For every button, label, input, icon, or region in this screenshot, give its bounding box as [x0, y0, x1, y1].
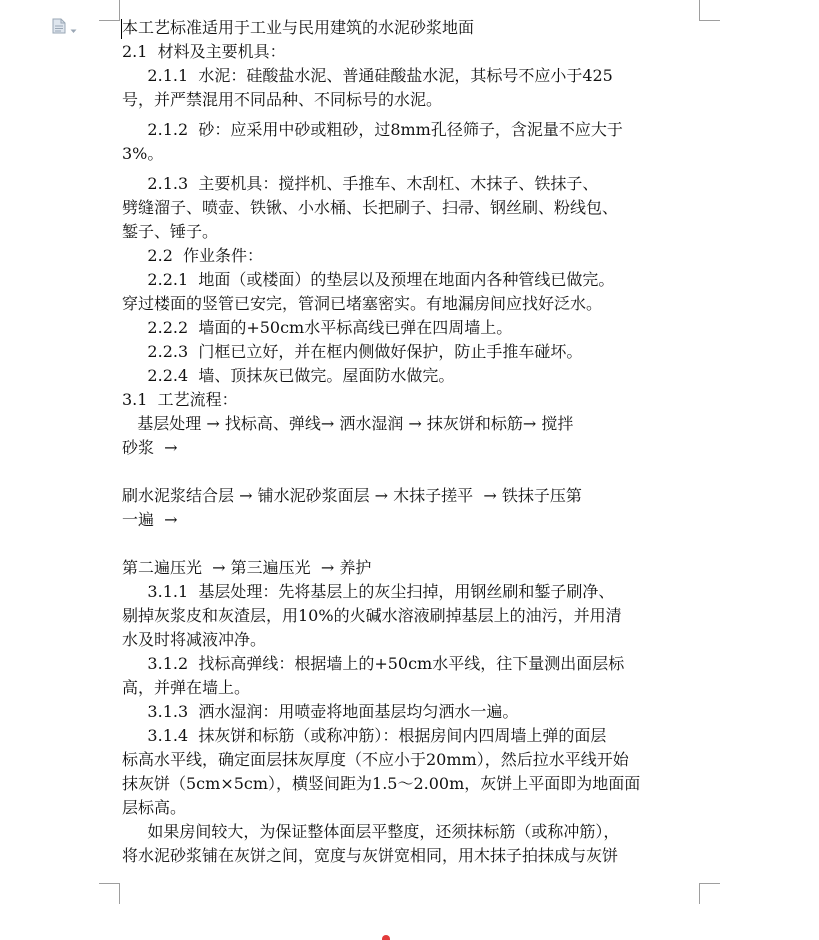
doc-line: 2.1.3 主要机具：搅拌机、手推车、木刮杠、木抹子、铁抹子、 [122, 174, 599, 193]
doc-line: 3.1.1 基层处理：先将基层上的灰尘扫掉，用钢丝刷和錾子刷净、 [122, 582, 615, 601]
doc-line: 第二遍压光 → 第三遍压光 → 养护 [122, 558, 372, 577]
doc-line: 劈缝溜子、喷壶、铁锹、小水桶、长把刷子、扫帚、钢丝刷、粉线包、 [122, 198, 619, 217]
doc-line: 3.1.2 找标高弹线：根据墙上的+50cm水平线，往下量测出面层标 [122, 654, 625, 673]
doc-line: 抹灰饼（5cm×5cm），横竖间距为1.5～2.00m，灰饼上平面即为地面面 [122, 774, 641, 793]
chevron-down-icon [70, 19, 77, 38]
doc-line: 3.1.4 抹灰饼和标筋（或称冲筋）：根据房间内四周墙上弹的面层 [122, 726, 607, 745]
doc-line: 本工艺标准适用于工业与民用建筑的水泥砂浆地面 [122, 18, 475, 37]
doc-line-blank [122, 460, 702, 484]
doc-line: 2.2.1 地面（或楼面）的垫层以及预埋在地面内各种管线已做完。 [122, 270, 615, 289]
doc-line: 3.1 工艺流程： [122, 390, 238, 409]
doc-line: 号，并严禁混用不同品种、不同标号的水泥。 [122, 90, 443, 109]
doc-line: 刷水泥浆结合层 → 铺水泥砂浆面层 → 木抹子搓平 → 铁抹子压第 [122, 486, 582, 505]
document-icon [52, 18, 66, 38]
document-body[interactable] [122, 16, 702, 868]
doc-line: 2.1 材料及主要机具： [122, 42, 286, 61]
doc-line-blank [122, 532, 702, 556]
doc-line: 錾子、锤子。 [122, 222, 219, 241]
doc-line: 层标高。 [122, 798, 187, 817]
doc-line: 高，并弹在墙上。 [122, 678, 251, 697]
doc-line: 剔掉灰浆皮和灰渣层，用10%的火碱水溶液刷掉基层上的油污，并用清 [122, 606, 622, 625]
page-corner-top-right [699, 0, 720, 21]
page-corner-bottom-right [699, 883, 720, 904]
doc-line: 如果房间较大，为保证整体面层平整度，还须抹标筋（或称冲筋）， [122, 822, 620, 841]
doc-line: 一遍 → [122, 510, 178, 529]
doc-line: 3.1.3 洒水湿润：用喷壶将地面基层均匀洒水一遍。 [122, 702, 519, 721]
doc-line: 2.2.4 墙、顶抹灰已做完。屋面防水做完。 [122, 366, 455, 385]
doc-line: 将水泥砂浆铺在灰饼之间，宽度与灰饼宽相同，用木抹子拍抹成与灰饼 [122, 846, 619, 865]
page-corner-bottom-left [99, 883, 120, 904]
page-break-marker [382, 935, 390, 940]
doc-line: 2.1.2 砂：应采用中砂或粗砂，过8mm孔径筛子，含泥量不应大于 [122, 120, 623, 139]
doc-line: 基层处理 → 找标高、弹线→ 洒水湿润 → 抹灰饼和标筋→ 搅拌 [122, 414, 574, 433]
page-corner-top-left [99, 0, 120, 21]
doc-line: 穿过楼面的竖管已安完，管洞已堵塞密实。有地漏房间应找好泛水。 [122, 294, 603, 313]
doc-line: 3%。 [122, 144, 164, 163]
doc-line: 2.2.2 墙面的+50cm水平标高线已弹在四周墙上。 [122, 318, 513, 337]
doc-line: 水及时将减液冲净。 [122, 630, 267, 649]
doc-line: 2.1.1 水泥：硅酸盐水泥、普通硅酸盐水泥，其标号不应小于425 [122, 66, 613, 85]
doc-line: 2.2.3 门框已立好，并在框内侧做好保护，防止手推车碰坏。 [122, 342, 583, 361]
doc-line: 砂浆 → [122, 438, 178, 457]
document-menu-button[interactable] [52, 18, 86, 38]
doc-line: 2.2 作业条件： [122, 246, 264, 265]
doc-line: 标高水平线，确定面层抹灰厚度（不应小于20mm），然后拉水平线开始 [122, 750, 629, 769]
